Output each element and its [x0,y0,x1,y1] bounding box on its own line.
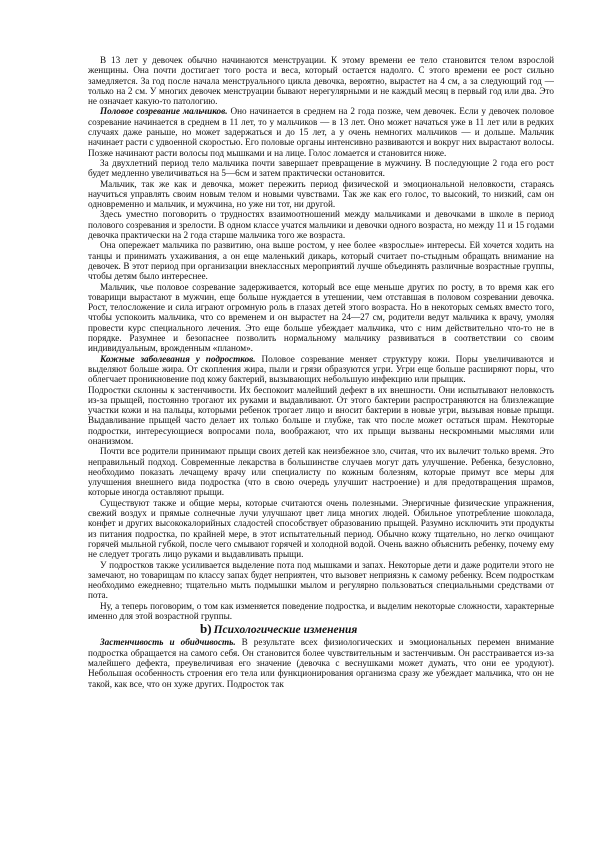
paragraph-sweat: У подростков также усиливается выделение пота под мышками и запах. Некоторые дети и даже родители этого не замечают, но товарищам по классу запах будет неприятен, что вызовет неприязнь к самому ребенку. Всем подросткам необходимо ежедневно; тщательно мыть подмышки мылом и регулярно пользоваться специальными средствами от пота. [88,559,554,601]
paragraph-menstruation: В 13 лет у девочек обычно начинаются менструации. К этому времени ее тело становится телом взрослой женщины. Она почти достигает того роста и веса, который остается надолго. С этого времени ее рост сильно замедляется. За год после начала менструального цикла девочка, вероятно, вырастет на 4 см, а за следующий год — только на 2 см. У многих девочек менструации бывают нерегулярными и не каждый месяц в первый год или два. Это не означает какую-то патологию. [88,55,554,107]
paragraph-lead: Половое созревание мальчиков. [100,106,228,117]
section-marker: b) [200,621,212,637]
paragraph-body: В результате всех физиологических и эмоциональных перемен внимание подростка обращается на самого себя. Он становится более чувствительным и застенчивым. Он расстраивается из-за малейшего дефекта, преувеличивая его значение (девочка с веснушками может думать, что они ее уродуют). Небольшая особенность строения его тела или функционирования организма сразу же убеждает мальчика, что он не такой, как все, что он хуже других. Подросток так [88,637,554,689]
paragraph-shyness-acne: Подростки склонны к застенчивости. Их беспокоит малейший дефект в их внешности. Они испытывают неловкость из-за прыщей, постоянно трогают их руками и выдавливают. От этого бактерии распространяются на близлежащие участки кожи и на пальцы, которыми ребенок трогает лицо и вносит бактерии в новые угри, вызывая новые прыщи. Выдавливание прыщей часто делает их только больше и глубже, так что после может остаться шрам. Некоторые подростки, интересующиеся вопросами пола, воображают, что их прыщи вызваны нескромными мыслями или онанизмом. [88,384,554,446]
paragraph-school-relations: Здесь уместно поговорить о трудностях взаимоотношений между мальчиками и девочками в школе в период полового созревания и зрелости. В одном классе учатся мальчики и девочки одного возраста, но между 11 и 15 годами девочка практически на 2 года старше мальчика того же возраста. [88,209,554,241]
text-column [88,55,554,689]
paragraph-boys-puberty [88,106,554,157]
paragraph-girl-ahead: Она опережает мальчика по развитию, она выше ростом, у нее более «взрослые» интересы. Ей хочется ходить на танцы и принимать ухаживания, а он еще маленький дикарь, который считает по-стыдным обращать внимание на девочек. В этот период при организации внеклассных мероприятий лучше объединять различные возрастные группы, чтобы детям было интереснее. [88,240,554,282]
paragraph-two-years: За двухлетний период тело мальчика почти завершает превращение в мужчину. В последующие 2 года его рост будет медленно увеличиваться на 5—6см и затем практически остановится. [88,157,554,179]
section-title: Психологические изменения [213,624,358,637]
paragraph-shyness-sensitivity [88,637,554,688]
paragraph-lead: Застенчивость и обидчивость. [100,637,236,648]
paragraph-lead: Кожные заболевания у подростков. [100,353,256,364]
paragraph-skin-diseases [88,354,554,385]
paragraph-body: Половое созревание меняет структуру кожи. Поры увеличиваются и выделяют больше жира. От скопления жира, пыли и грязи образуются угри. Угри еще больше расширяют поры, что облегчает проникновение под кожу бактерий, вызывающих небольшую инфекцию или прыщик. [88,353,554,385]
paragraph-transition: Ну, а теперь поговорим, о том как изменяется поведение подростка, и выделим некоторые сложности, характерные именно для этой возрастной группы. [88,600,554,622]
paragraph-parents-acne: Почти все родители принимают прыщи своих детей как неизбежное зло, считая, что их вылечит только время. Это неправильный подход. Современные лекарства в большинстве случаев могут дать улучшение. Ребенка, безусловно, необходимо показать лечащему врачу или специалисту по кожным болезням, которые примут все меры для улучшения внешнего вида подростка (что в свою очередь улучшит настроение) и для предотвращения шрамов, которые иногда оставляют прыщи. [88,446,554,498]
page-bottom-margin [88,822,554,842]
paragraph-delayed-boy: Мальчик, чье половое созревание задерживается, который все еще меньше других по росту, в то время как его товарищи вырастают в мужчин, еще больше нуждается в утешении, чем отставшая в половом созревании девочка. Рост, телосложение и сила играют огромную роль в глазах детей этого возраста. Но в некоторых семьях вместо того, чтобы успокоить мальчика, что со временем и он вырастет на 24—27 см, родители ведут мальчика к врачу, умоляя провести курс специального лечения. Это еще больше убеждает мальчика, что с ним действительно что-то не в порядке. Разумнее и безопаснее позволить нормальному мальчику развиваться в соответствии со своим индивидуальным, врожденным «планом». [88,281,554,354]
section-heading [200,622,554,637]
paragraph-body: Оно начинается в среднем на 2 года позже, чем девочек. Если у девочек половое созревание начинается в среднем в 11 лет, то у мальчиков — в 13 лет. Оно может начаться уже в 11 лет или в редких случаях даже раньше, но может задержаться и до 15 лет, а у очень немногих мальчиков — и дольше. Мальчик начинает расти с удвоенной скоростью. Его половые органы интенсивно развиваются и вокруг них вырастают волосы. Позже начинают расти волосы под мышками и на лице. Голос ломается и становится ниже. [88,106,555,158]
paragraph-general-measures: Существуют также и общие меры, которые считаются очень полезными. Энергичные физические упражнения, свежий воздух и прямые солнечные лучи улучшают цвет лица многих людей. Обильное употребление шоколада, конфет и других высококалорийных сладостей способствует образованию прыщей. Разумно исключить эти продукты из питания подростка, по крайней мере, в этот испытательный период. Обычно кожу тщательно, но легко очищают горячей мыльной губкой, после чего смывают горячей и холодной водой. Очень важно объяснить ребенку, почему ему не следует трогать лицо руками и выдавливать прыщи. [88,497,554,560]
paragraph-awkwardness: Мальчик, так же как и девочка, может пережить период физической и эмоциональной неловкости, стараясь научиться управлять своим новым телом и новыми чувствами. Так же как его голос, то высокий, то низкий, сам он одновременно и мальчик, и мужчина, но уже ни тот, ни другой. [88,178,554,210]
